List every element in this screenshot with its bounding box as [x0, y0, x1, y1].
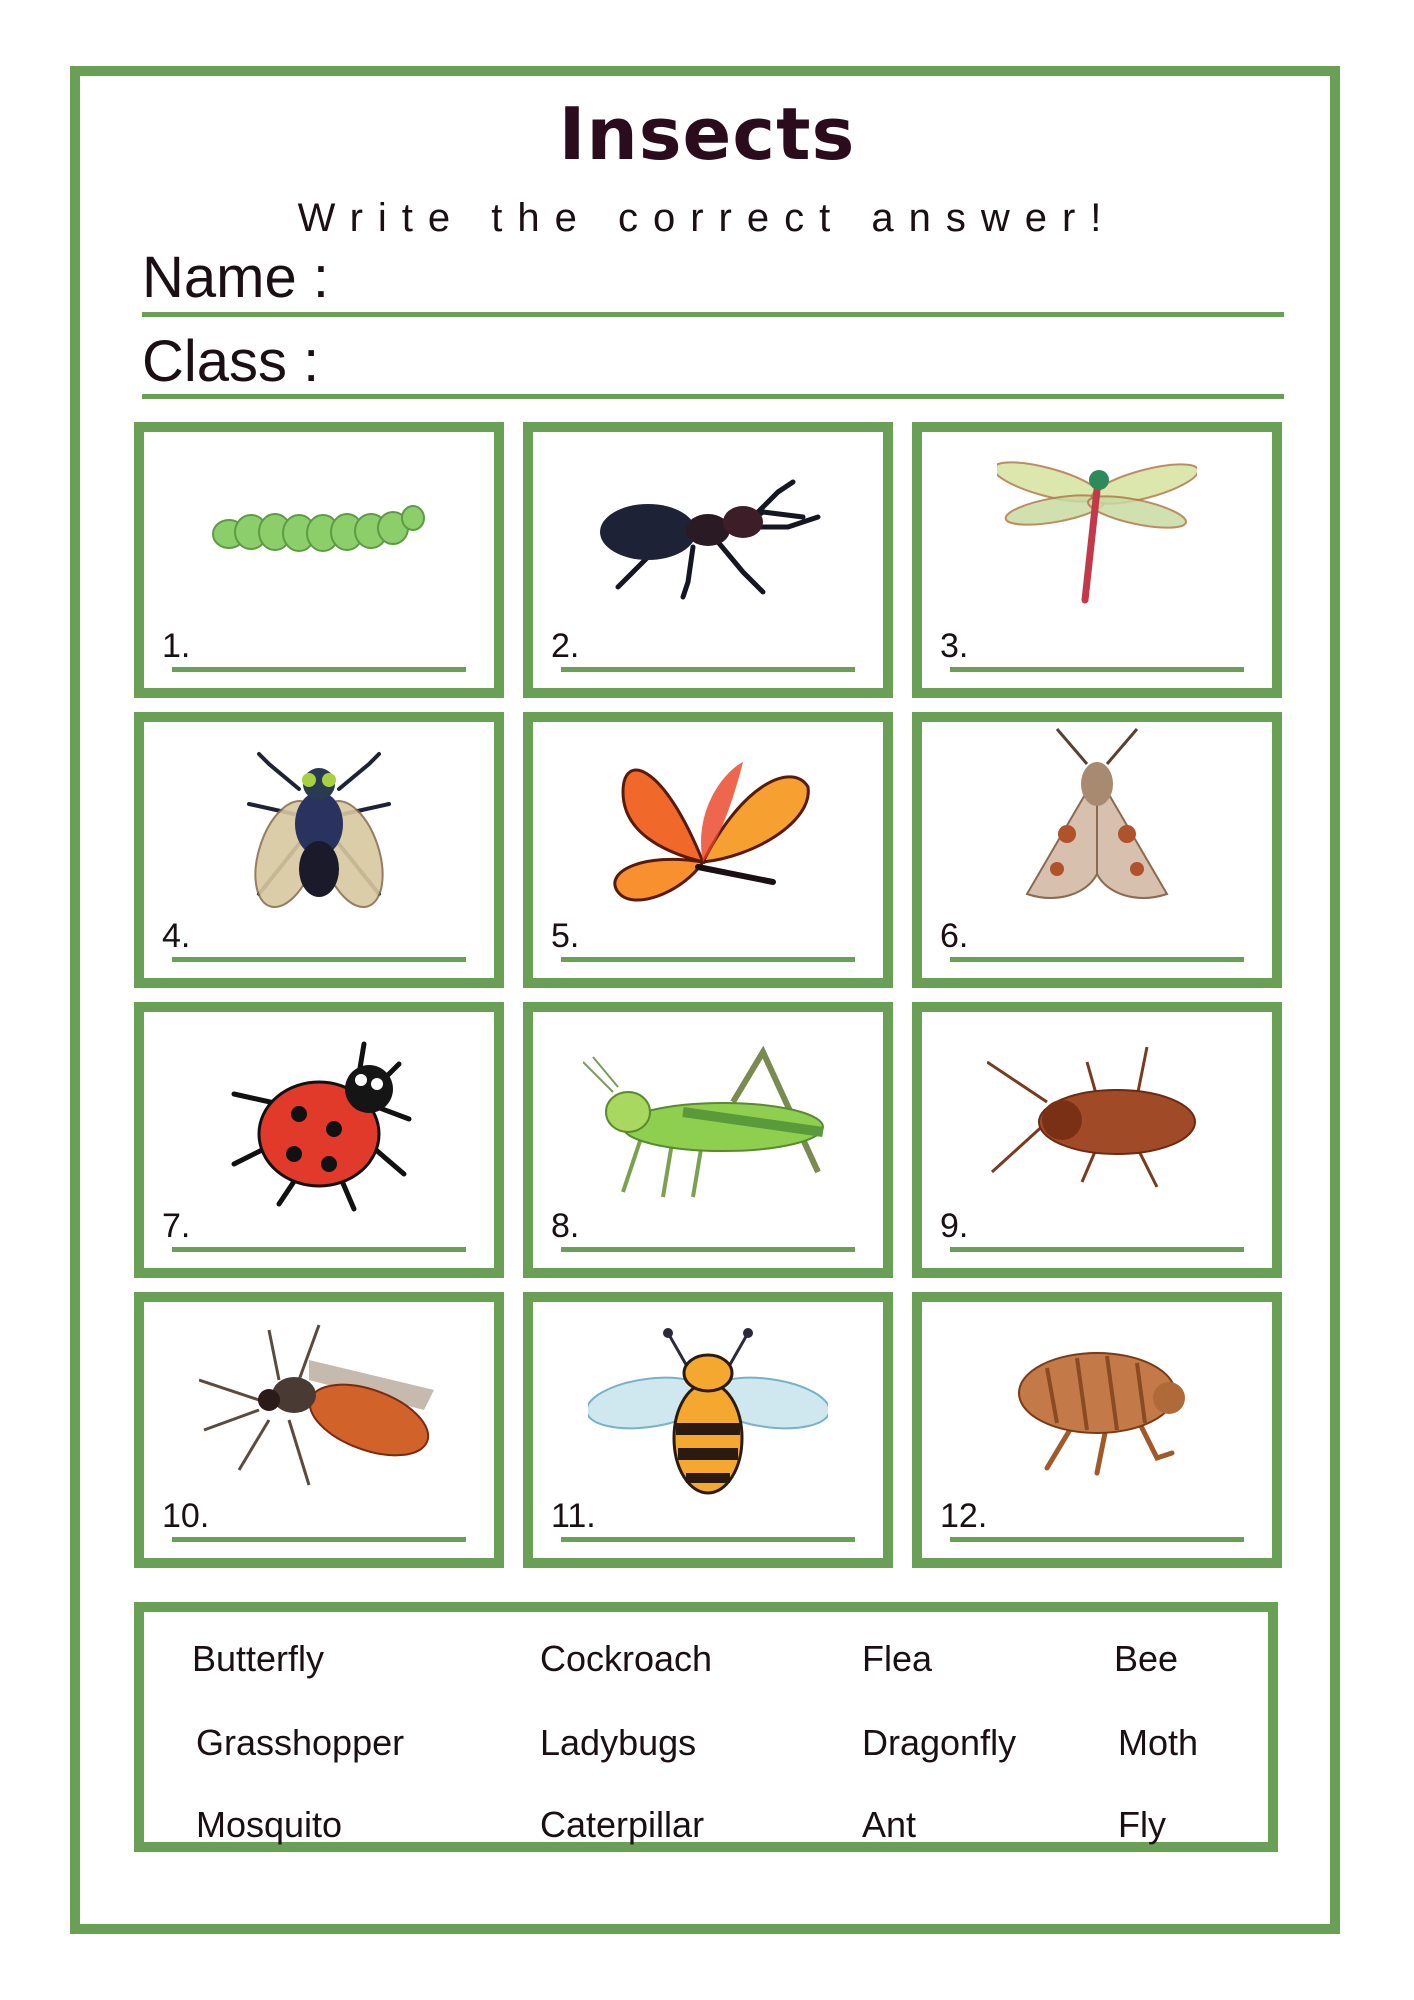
cockroach-picture — [987, 1042, 1207, 1192]
ant-picture — [593, 472, 823, 602]
insect-card-10 — [134, 1292, 504, 1568]
answer-line-4[interactable] — [172, 957, 466, 962]
ladybug-picture — [219, 1034, 419, 1214]
insect-card-9 — [912, 1002, 1282, 1278]
mosquito-picture — [199, 1320, 439, 1490]
question-number: 5. — [551, 917, 580, 955]
question-number: 6. — [940, 917, 969, 955]
word-bank-item: Ant — [862, 1804, 917, 1845]
word-bank-item: Dragonfly — [862, 1722, 1017, 1763]
word-bank-item: Grasshopper — [196, 1722, 405, 1763]
answer-line-1[interactable] — [172, 667, 466, 672]
answer-line-8[interactable] — [561, 1247, 855, 1252]
word-bank-item: Cockroach — [540, 1638, 713, 1679]
insect-card-1 — [134, 422, 504, 698]
question-number: 4. — [162, 917, 191, 955]
word-bank-item: Fly — [1118, 1804, 1166, 1845]
answer-line-10[interactable] — [172, 1537, 466, 1542]
question-number: 10. — [162, 1497, 210, 1535]
answer-line-6[interactable] — [950, 957, 1244, 962]
insect-card-8 — [523, 1002, 893, 1278]
question-number: 11. — [551, 1497, 596, 1535]
question-number: 9. — [940, 1207, 969, 1245]
butterfly-picture — [603, 742, 813, 912]
answer-line-3[interactable] — [950, 667, 1244, 672]
word-bank-item: Butterfly — [192, 1638, 325, 1679]
fly-picture — [229, 744, 409, 914]
instructions: Write the correct answer! — [297, 196, 1117, 240]
question-number: 1. — [162, 627, 191, 665]
question-number: 3. — [940, 627, 969, 665]
question-number: 12. — [940, 1497, 988, 1535]
dragonfly-picture — [997, 450, 1197, 610]
insect-card-2 — [523, 422, 893, 698]
insect-card-4 — [134, 712, 504, 988]
word-bank-item: Ladybugs — [540, 1722, 697, 1763]
answer-line-9[interactable] — [950, 1247, 1244, 1252]
insect-card-5 — [523, 712, 893, 988]
insect-card-11 — [523, 1292, 893, 1568]
question-number: 2. — [551, 627, 580, 665]
bee-picture — [588, 1328, 828, 1508]
insect-card-12 — [912, 1292, 1282, 1568]
answer-line-11[interactable] — [561, 1537, 855, 1542]
page-title: Insects — [558, 92, 856, 176]
grasshopper-picture — [583, 1042, 833, 1212]
word-bank-item: Flea — [862, 1638, 933, 1679]
answer-line-12[interactable] — [950, 1537, 1244, 1542]
flea-picture — [1007, 1338, 1187, 1478]
class-field[interactable] — [142, 394, 1284, 399]
insect-card-3 — [912, 422, 1282, 698]
word-bank-item: Caterpillar — [540, 1804, 705, 1845]
question-number: 7. — [162, 1207, 191, 1245]
word-bank-item: Mosquito — [196, 1804, 343, 1845]
moth-picture — [1017, 724, 1177, 914]
word-bank-item: Bee — [1114, 1638, 1179, 1679]
word-bank — [134, 1602, 1278, 1852]
insect-card-7 — [134, 1002, 504, 1278]
answer-line-7[interactable] — [172, 1247, 466, 1252]
class-label: Class : — [142, 329, 320, 394]
answer-line-2[interactable] — [561, 667, 855, 672]
word-bank-item: Moth — [1118, 1722, 1199, 1763]
insect-card-6 — [912, 712, 1282, 988]
question-number: 8. — [551, 1207, 580, 1245]
answer-line-5[interactable] — [561, 957, 855, 962]
name-field[interactable] — [142, 312, 1284, 317]
caterpillar-picture — [209, 492, 429, 572]
name-label: Name : — [142, 245, 329, 310]
